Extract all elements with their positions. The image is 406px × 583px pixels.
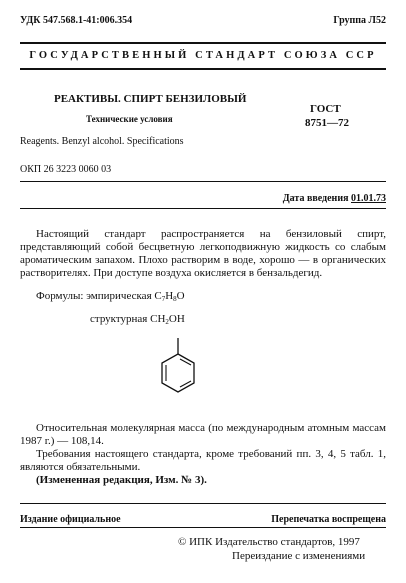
okp-rule (20, 181, 386, 182)
banner-rule (20, 68, 386, 70)
official-edition: Издание официальное (20, 514, 121, 525)
document-title: РЕАКТИВЫ. СПИРТ БЕНЗИЛОВЫЙ (54, 93, 247, 105)
gost-label: ГОСТ (310, 103, 341, 115)
empirical-formula-line (36, 290, 185, 302)
okp-code: ОКП 26 3223 0060 03 (20, 164, 112, 175)
copyright: © ИПК Издательство стандартов, 1997 (178, 536, 360, 548)
reissue-note: Переиздание с изменениями (232, 550, 366, 562)
benzene-ring-diagram (158, 336, 198, 406)
standard-banner: ГОСУДАРСТВЕННЫЙ СТАНДАРТ СОЮЗА ССР (29, 50, 377, 61)
molecular-mass-paragraph: Относительная молекулярная масса (по международным атомным массам 1987 г.) — 108,14. (20, 422, 386, 447)
structural-formula: $CH_2OH$ (150, 313, 185, 326)
top-rule (20, 42, 386, 44)
scope-paragraph: Настоящий стандарт распространяется на бензиловый спирт, представляющий собой бесцветную легкоподвижную жидкость со слабым ароматическим запахом. Плохо растворим в воде, хорошо — в органических растворителях. При доступе воздуха окисляется в бензальдегид. (20, 228, 386, 279)
english-title: Reagents. Benzyl alcohol. Specifications (20, 136, 184, 147)
intro-date-label: Дата введения (282, 193, 349, 204)
reprint-forbidden: Перепечатка воспрещена (271, 514, 386, 525)
intro-date: 01.01.73 (351, 193, 386, 204)
amendment-note: (Измененная редакция, Изм. № 3). (36, 474, 207, 486)
footer-bottom-rule (20, 527, 386, 528)
formula-label: Формулы: эмпирическая (36, 290, 152, 302)
requirements-paragraph: Требования настоящего стандарта, кроме требований пп. 3, 4, 5 табл. 1, являются обязательными. (20, 448, 386, 473)
group-code: Группа Л52 (333, 15, 386, 26)
document-subtitle: Технические условия (86, 114, 173, 124)
intro-date-row (283, 193, 386, 204)
empirical-formula: $C_7H_8O$ (154, 290, 185, 303)
gost-number: 8751—72 (305, 117, 349, 129)
udk-code: УДК 547.568.1-41:006.354 (20, 15, 133, 26)
footer-rule (20, 503, 386, 504)
structural-label: структурная (90, 313, 148, 325)
intro-rule (20, 208, 386, 209)
structural-formula-line (90, 313, 185, 325)
